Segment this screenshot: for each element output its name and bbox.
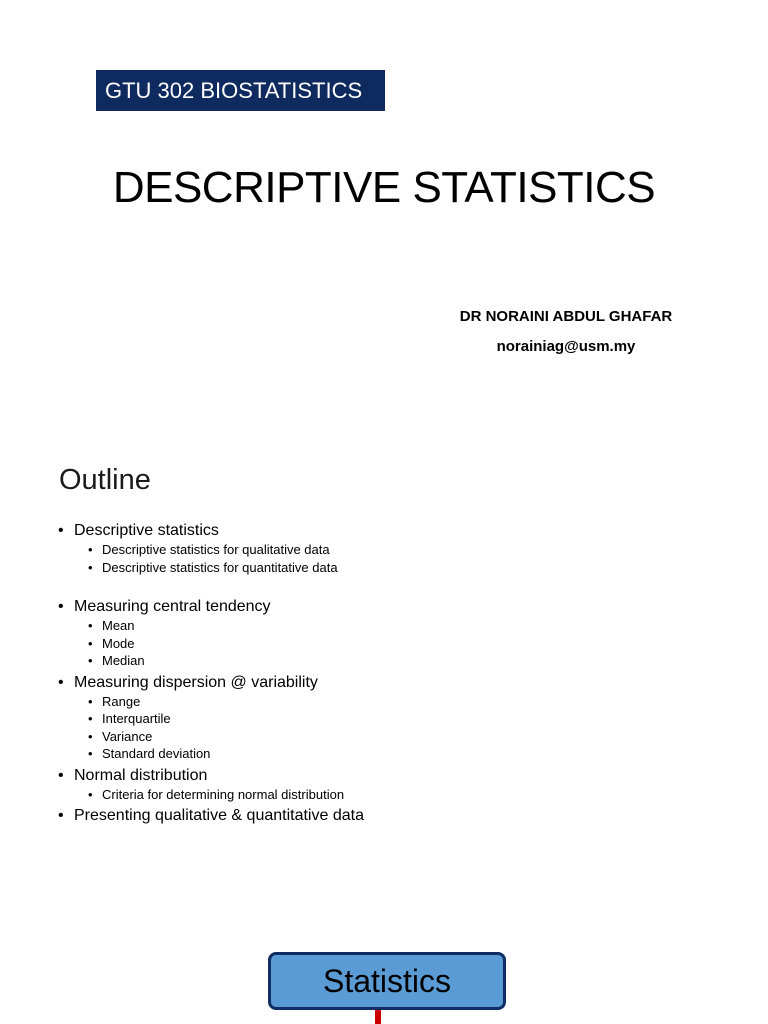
outline-list <box>58 520 364 826</box>
outline-item-label: • Normal distribution <box>58 765 364 786</box>
outline-subitem: • Descriptive statistics for quantitative data <box>58 559 364 577</box>
outline-slide <box>0 440 768 860</box>
outline-subitem: • Mean <box>58 617 364 635</box>
outline-item-label: • Measuring dispersion @ variability <box>58 672 364 693</box>
outline-item-label: • Presenting qualitative & quantitative data <box>58 805 364 826</box>
outline-item-label: • Measuring central tendency <box>58 596 364 617</box>
slide-title: DESCRIPTIVE STATISTICS <box>112 163 656 212</box>
outline-subitem: • Mode <box>58 635 364 653</box>
outline-subitem: • Range <box>58 693 364 711</box>
outline-item <box>58 805 364 826</box>
title-slide <box>0 0 768 430</box>
outline-subitems <box>58 541 364 576</box>
author-name: DR NORAINI ABDUL GHAFAR <box>459 308 673 325</box>
course-code-badge: GTU 302 BIOSTATISTICS <box>96 70 385 111</box>
outline-item-label: • Descriptive statistics <box>58 520 364 541</box>
statistics-box: Statistics <box>268 952 506 1010</box>
outline-subitem: • Variance <box>58 728 364 746</box>
outline-item <box>58 596 364 670</box>
connector-line <box>375 1010 381 1024</box>
outline-item <box>58 520 364 576</box>
outline-subitem: • Standard deviation <box>58 745 364 763</box>
outline-heading: Outline <box>59 464 151 496</box>
outline-subitem: • Criteria for determining normal distribution <box>58 786 364 804</box>
outline-item <box>58 672 364 763</box>
outline-subitem: • Interquartile <box>58 710 364 728</box>
outline-subitems <box>58 617 364 670</box>
outline-subitems <box>58 693 364 763</box>
outline-subitems <box>58 786 364 804</box>
outline-item <box>58 765 364 804</box>
outline-subitem: • Median <box>58 652 364 670</box>
outline-subitem: • Descriptive statistics for qualitative data <box>58 541 364 559</box>
author-email: norainiag@usm.my <box>496 338 636 355</box>
